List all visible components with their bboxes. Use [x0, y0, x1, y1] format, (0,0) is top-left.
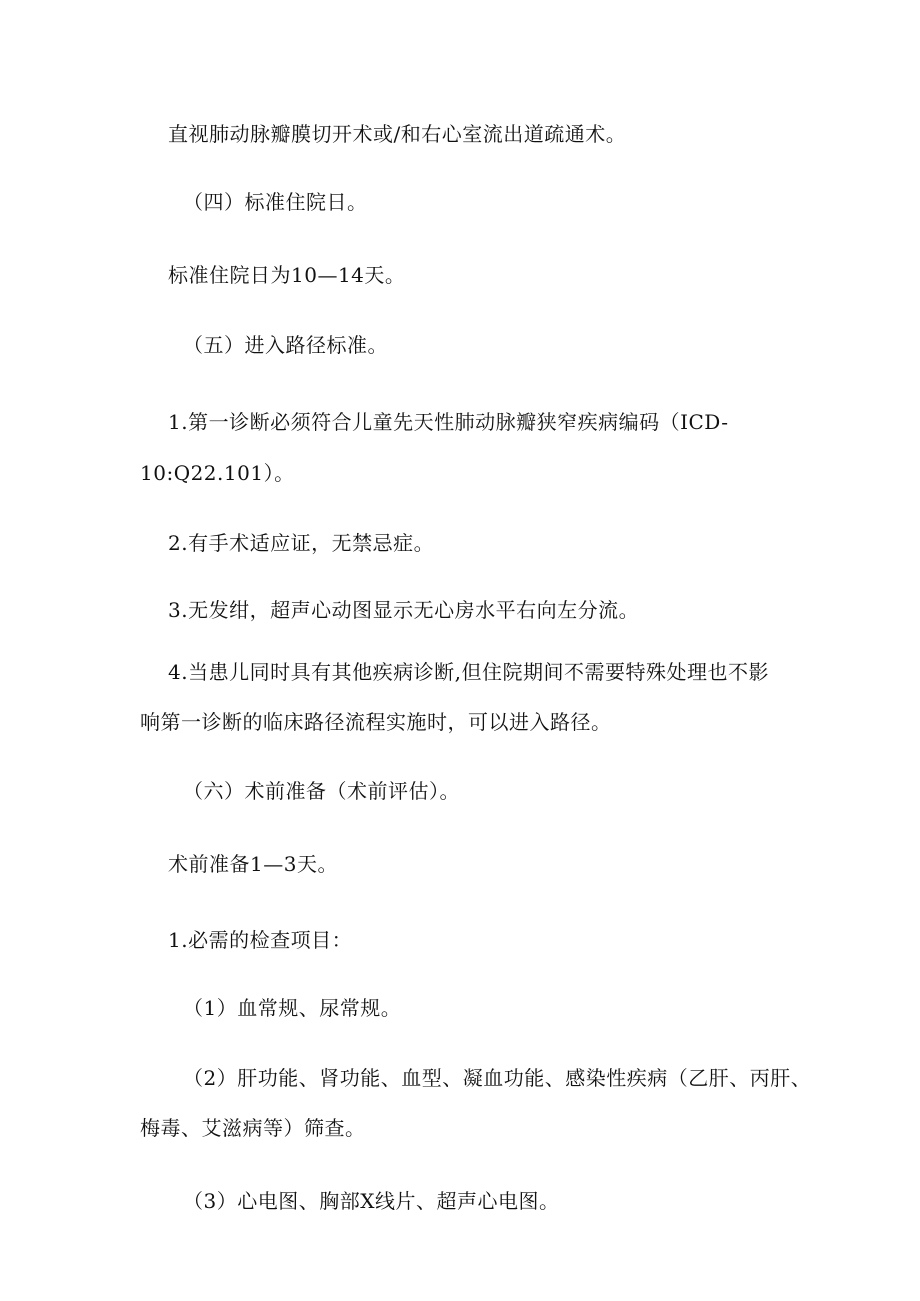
criteria-item-2: 2.有手术适应证，无禁忌症。 [168, 531, 435, 555]
text-line-stay-days: 标准住院日为10—14天。 [168, 263, 406, 287]
criteria-item-1-line-2: 10:Q22.101）。 [140, 461, 295, 485]
required-exams-heading: 1.必需的检查项目： [168, 928, 353, 952]
heading-preop-preparation: （六）术前准备（术前评估）。 [183, 779, 460, 803]
criteria-item-4-line-1: 4.当患儿同时具有其他疾病诊断,但住院期间不需要特殊处理也不影 [168, 660, 769, 684]
criteria-item-3: 3.无发绀，超声心动图显示无心房水平右向左分流。 [168, 598, 640, 622]
criteria-item-4-line-2: 响第一诊断的临床路径流程实施时，可以进入路径。 [140, 710, 612, 734]
exam-item-2-line-1: （2）肝功能、肾功能、血型、凝血功能、感染性疾病（乙肝、丙肝、 [183, 1066, 812, 1090]
exam-item-2-line-2: 梅毒、艾滋病等）筛查。 [140, 1116, 366, 1140]
heading-standard-stay: （四）标准住院日。 [183, 190, 368, 214]
criteria-item-1-line-1: 1.第一诊断必须符合儿童先天性肺动脉瓣狭窄疾病编码（ICD- [168, 410, 729, 434]
exam-item-3: （3）心电图、胸部X线片、超声心电图。 [183, 1189, 560, 1213]
exam-item-1: （1）血常规、尿常规。 [183, 996, 402, 1020]
heading-entry-criteria: （五）进入路径标准。 [183, 333, 388, 357]
text-line-surgery-method: 直视肺动脉瓣膜切开术或/和右心室流出道疏通术。 [168, 122, 627, 146]
text-line-preop-days: 术前准备1—3天。 [168, 852, 338, 876]
